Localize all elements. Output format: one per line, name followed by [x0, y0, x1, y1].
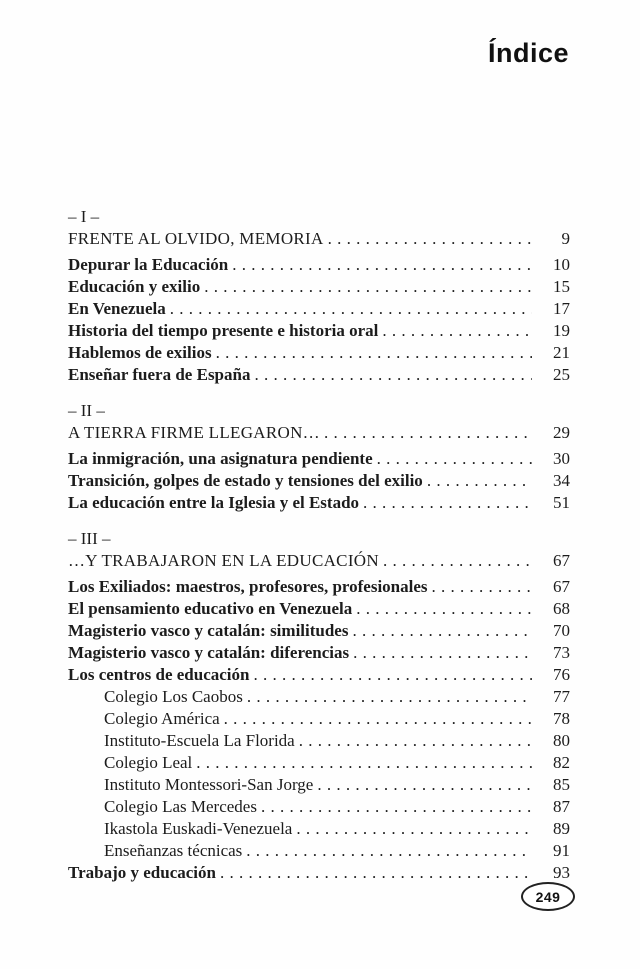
toc-entry-page: 29 — [553, 423, 570, 442]
toc-entry-label: Colegio Leal — [104, 753, 193, 772]
toc-entry-row — [68, 492, 570, 514]
toc-entry-row — [68, 796, 570, 818]
toc-entry-page: 91 — [553, 841, 570, 860]
toc-section-heading-row — [68, 422, 570, 444]
toc-entry-page: 68 — [553, 599, 570, 618]
dot-leader — [353, 642, 532, 664]
toc-entry-page: 51 — [553, 493, 570, 512]
dot-leader — [216, 342, 532, 364]
toc-entry-page: 67 — [553, 551, 570, 570]
toc-section-heading: FRENTE AL OLVIDO, MEMORIA — [68, 229, 324, 248]
dot-leader — [383, 550, 532, 572]
dot-leader — [220, 862, 532, 884]
page-number-badge — [521, 882, 575, 911]
toc-section — [68, 528, 570, 884]
toc-section-heading: …Y TRABAJARON EN LA EDUCACIÓN — [68, 551, 379, 570]
toc-entry-row — [68, 320, 570, 342]
toc-entry-row — [68, 752, 570, 774]
toc-entry-label: Historia del tiempo presente e historia oral — [68, 321, 379, 340]
dot-leader — [170, 298, 532, 320]
toc-entry-page: 93 — [553, 863, 570, 882]
toc-entry-row — [68, 276, 570, 298]
toc-entries — [68, 576, 570, 884]
dot-leader — [261, 796, 532, 818]
toc-entry-label: La educación entre la Iglesia y el Estado — [68, 493, 360, 512]
toc-entry-label: Los Exiliados: maestros, profesores, profesionales — [68, 577, 428, 596]
toc-section-heading: A TIERRA FIRME LLEGARON… — [68, 423, 320, 442]
toc-entry-row — [68, 364, 570, 386]
toc-entry-label: Enseñar fuera de España — [68, 365, 251, 384]
toc-entry-label: Trabajo y educación — [68, 863, 216, 882]
dot-leader — [254, 364, 532, 386]
toc-entry-page: 17 — [553, 299, 570, 318]
dot-leader — [356, 598, 532, 620]
toc-entry-row — [68, 298, 570, 320]
toc-entry-row — [68, 448, 570, 470]
toc-entry-page: 10 — [553, 255, 570, 274]
toc-section-heading-row — [68, 228, 570, 250]
toc-section-numeral: – II – — [68, 401, 105, 420]
dot-leader — [296, 818, 532, 840]
toc-entry-row — [68, 862, 570, 884]
toc-entry-label: Educación y exilio — [68, 277, 201, 296]
toc-entry-label: Colegio Las Mercedes — [104, 797, 257, 816]
dot-leader — [377, 448, 532, 470]
toc-entry-page: 21 — [553, 343, 570, 362]
toc-entry-label: Hablemos de exilios — [68, 343, 212, 362]
toc-entry-label: Colegio Los Caobos — [104, 687, 243, 706]
dot-leader — [254, 664, 533, 686]
toc-entry-row — [68, 642, 570, 664]
toc-entry-row — [68, 620, 570, 642]
toc-entry-row — [68, 342, 570, 364]
toc-entry-label: Depurar la Educación — [68, 255, 229, 274]
dot-leader — [224, 708, 532, 730]
toc-entry-page: 19 — [553, 321, 570, 340]
toc-entry-label: Instituto Montessori-San Jorge — [104, 775, 314, 794]
toc-entry-row — [68, 254, 570, 276]
toc-entry-page: 78 — [553, 709, 570, 728]
dot-leader — [432, 576, 532, 598]
toc-section — [68, 206, 570, 386]
toc-entry-label: Transición, golpes de estado y tensiones del exilio — [68, 471, 423, 490]
toc-entry-page: 30 — [553, 449, 570, 468]
page-title: Índice — [487, 38, 569, 68]
toc-entry-page: 67 — [553, 577, 570, 596]
dot-leader — [317, 774, 532, 796]
dot-leader — [352, 620, 532, 642]
toc-entry-page: 73 — [553, 643, 570, 662]
toc-entry-page: 25 — [553, 365, 570, 384]
toc-entry-row — [68, 774, 570, 796]
toc-entry-page: 82 — [553, 753, 570, 772]
dot-leader — [363, 492, 532, 514]
toc-entry-label: Enseñanzas técnicas — [104, 841, 243, 860]
toc-entry-label: La inmigración, una asignatura pendiente — [68, 449, 373, 468]
toc-entry-page: 77 — [553, 687, 570, 706]
toc-entry-page: 80 — [553, 731, 570, 750]
dot-leader — [328, 228, 532, 250]
toc-entry-label: Colegio América — [104, 709, 220, 728]
dot-leader — [324, 422, 532, 444]
toc-entries — [68, 254, 570, 386]
toc-entry-row — [68, 598, 570, 620]
toc-entry-row — [68, 730, 570, 752]
dot-leader — [427, 470, 532, 492]
toc-entry-page: 85 — [553, 775, 570, 794]
toc-entries — [68, 448, 570, 514]
toc-entry-page: 34 — [553, 471, 570, 490]
toc-entry-label: El pensamiento educativo en Venezuela — [68, 599, 353, 618]
dot-leader — [247, 686, 532, 708]
page-number: 249 — [535, 888, 561, 905]
toc-entry-label: Ikastola Euskadi-Venezuela — [104, 819, 293, 838]
toc-section-heading-row — [68, 550, 570, 572]
toc-entry-row — [68, 664, 570, 686]
dot-leader — [382, 320, 532, 342]
table-of-contents — [68, 206, 570, 884]
toc-entry-page: 70 — [553, 621, 570, 640]
toc-entry-row — [68, 470, 570, 492]
toc-entry-row — [68, 818, 570, 840]
toc-entry-label: Magisterio vasco y catalán: diferencias — [68, 643, 350, 662]
toc-section-numeral: – III – — [68, 529, 111, 548]
dot-leader — [299, 730, 532, 752]
toc-entry-page: 9 — [561, 229, 570, 248]
dot-leader — [204, 276, 532, 298]
toc-entry-row — [68, 686, 570, 708]
toc-entry-label: Magisterio vasco y catalán: similitudes — [68, 621, 349, 640]
toc-entry-row — [68, 708, 570, 730]
dot-leader — [246, 840, 532, 862]
toc-section — [68, 400, 570, 514]
toc-entry-label: Los centros de educación — [68, 665, 250, 684]
toc-entry-page: 87 — [553, 797, 570, 816]
toc-section-numeral: – I – — [68, 207, 100, 226]
toc-entry-page: 15 — [553, 277, 570, 296]
dot-leader — [232, 254, 532, 276]
dot-leader — [196, 752, 532, 774]
toc-entry-page: 89 — [553, 819, 570, 838]
toc-entry-row — [68, 840, 570, 862]
toc-entry-label: Instituto-Escuela La Florida — [104, 731, 295, 750]
toc-entry-label: En Venezuela — [68, 299, 166, 318]
toc-entry-page: 76 — [553, 665, 570, 684]
toc-entry-row — [68, 576, 570, 598]
